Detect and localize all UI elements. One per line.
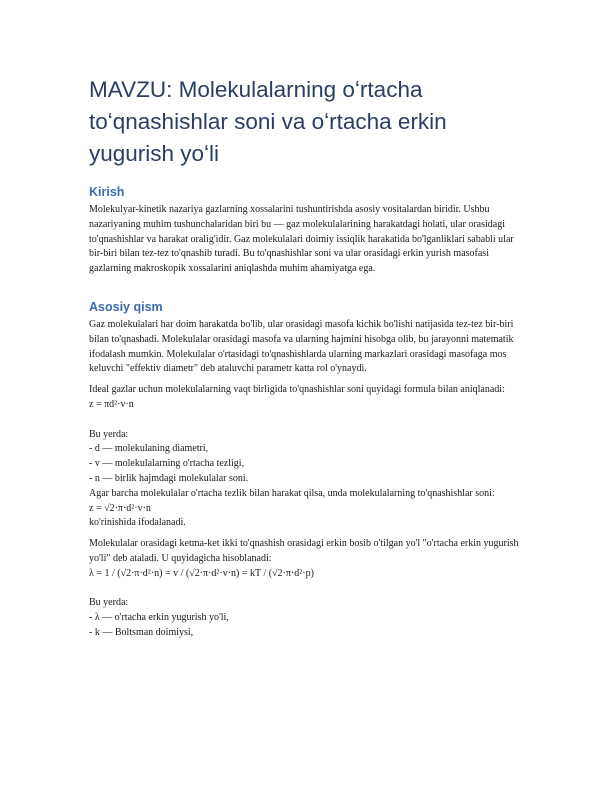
list-item-lambda: - λ — o'rtacha erkin yugurish yo'li,	[89, 612, 229, 624]
list-item-k: - k — Boltsman doimiysi,	[89, 626, 194, 638]
where-label-2: Bu yerda:	[89, 597, 129, 609]
document-content	[89, 74, 529, 641]
formula-collisions: z = πd²·v·n	[89, 398, 134, 410]
main-paragraph-1: Gaz molekulalari har doim harakatda bo'lib, ular orasidagi masofa kichik bo'lishi natijasida tez-tez bir-biri bilan to'qnashadi. Molekulalar orasidagi masofa va ularning hajmini hisobga olib, bu jarayonni matematik ifodalash mumkin. Molekulalar o'rtasidagi to'qnashishlarda ularning markazlari orasidagi masofaga mos keluvchi "effektiv diametr" deb ataluvchi parametr katta rol o'ynaydi.	[89, 318, 514, 375]
formula-collisions-avg: z = √2·π·d²·v·n	[89, 502, 151, 514]
main-heading: Asosiy qism	[89, 299, 163, 314]
list-item-v: - v — molekulalarning o'rtacha tezligi,	[89, 458, 245, 470]
list-item-n: - n — birlik hajmdagi molekulalar soni.	[89, 472, 249, 484]
formula-mean-free-path: λ = 1 / (√2·π·d²·n) = v / (√2·π·d²·v·n) = kT / (√2·π·d²·p)	[89, 567, 314, 579]
main-paragraph-2: Ideal gazlar uchun molekulalarning vaqt birligida to'qnashishlar soni quyidagi formula bilan aniqlanadi:	[89, 384, 505, 396]
document-title: MAVZU: Molekulalarning oʻrtacha toʻqnashishlar soni va oʻrtacha erkin yugurish yoʻli	[89, 77, 447, 166]
main-paragraph-3: Agar barcha molekulalar o'rtacha tezlik bilan harakat qilsa, unda molekulalarning to'qnashishlar soni:	[89, 487, 495, 499]
main-paragraph-5: Molekulalar orasidagi ketma-ket ikki to'qnashish orasidagi erkin bosib o'tilgan yo'l "o'rtacha erkin yugurish yo'li" deb ataladi. U quyidagicha hisoblanadi:	[89, 538, 519, 564]
intro-heading: Kirish	[89, 185, 125, 199]
intro-paragraph: Molekulyar-kinetik nazariya gazlarning xossalarini tushuntirishda asosiy vositalardan biridir. Ushbu nazariyaning muhim tushunchalaridan biri bu — gaz molekulalarining harakatdagi holati, ular orasidagi to'qnashishlar va harakat oralig'idir. Gaz molekulalari doimiy issiqlik harakatida bo'lganliklari sababli ular bir-biri bilan tez-tez to'qnashib turadi. Bu to'qnashishlar soni va ular orasidagi erkin yurish masofasi gazlarning makroskopik xossalarini aniqlashda muhim ahamiyatga ega.	[89, 204, 514, 275]
main-paragraph-4: ko'rinishida ifodalanadi.	[89, 517, 186, 529]
where-label-1: Bu yerda:	[89, 428, 129, 440]
list-item-d: - d — molekulaning diametri,	[89, 443, 209, 455]
